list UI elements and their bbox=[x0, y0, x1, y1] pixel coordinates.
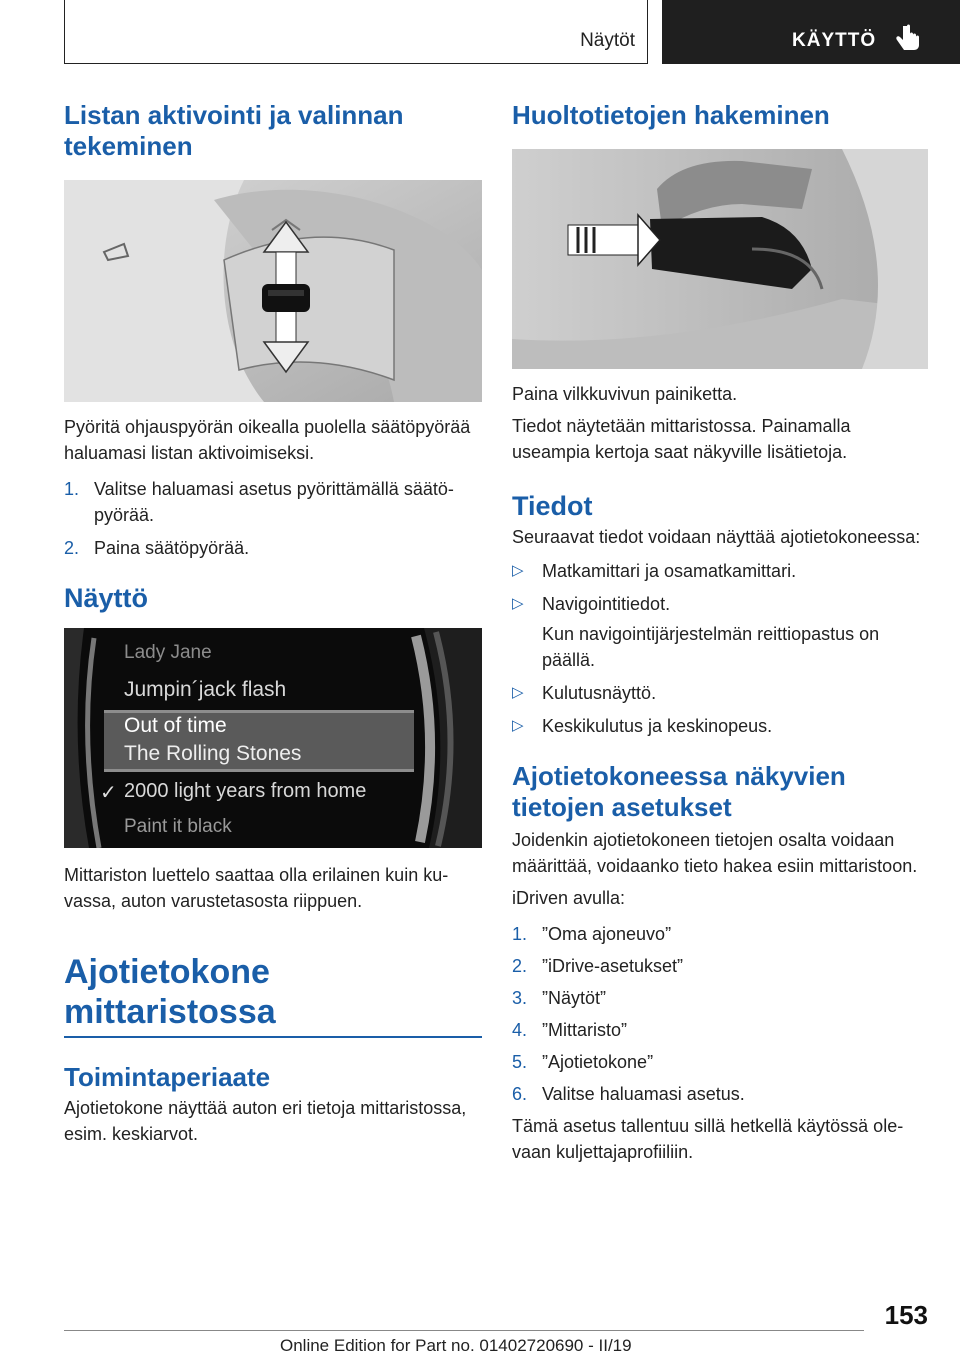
step-text: ”Ajotietokone” bbox=[542, 1052, 654, 1072]
step-number: 4. bbox=[512, 1020, 528, 1040]
step-text: ”iDrive-asetukset” bbox=[542, 956, 684, 976]
paragraph-rotate-thumbwheel: Pyöritä ohjauspyörän oikealla puolella säätöpyörää haluamasi listan aktivoimiseksi. bbox=[64, 417, 471, 463]
info-bullet-list bbox=[512, 558, 928, 617]
display-item: Jumpin´jack flash bbox=[124, 678, 287, 701]
hand-pointer-icon bbox=[894, 24, 920, 54]
header-chapter-tab bbox=[662, 0, 960, 64]
display-item-selected: Out of time bbox=[124, 714, 227, 737]
header-chapter-title: KÄYTTÖ bbox=[792, 30, 877, 51]
header-section-tab bbox=[64, 0, 648, 64]
paragraph-via-idrive: iDriven avulla: bbox=[512, 888, 626, 908]
list-item bbox=[512, 953, 928, 979]
heading-trip-computer-settings: Ajotietokoneessa näkyvien tietojen asetukset bbox=[512, 761, 846, 822]
list-item bbox=[512, 591, 928, 617]
list-item bbox=[512, 680, 928, 706]
steering-wheel-thumbwheel-illustration bbox=[64, 180, 482, 402]
info-bullet-list-2 bbox=[512, 680, 928, 739]
left-column bbox=[64, 100, 482, 1147]
step-number: 2. bbox=[64, 538, 80, 558]
list-item bbox=[512, 713, 928, 739]
triangle-bullet-icon: ▷ bbox=[512, 595, 524, 612]
display-item: Lady Jane bbox=[124, 642, 212, 663]
steps-list-left bbox=[64, 476, 482, 561]
step-text: Paina säätöpyörää. bbox=[94, 538, 250, 558]
header-section-title: Näytöt bbox=[580, 30, 635, 51]
heading-list-activation: Listan aktivointi ja valinnan tekeminen bbox=[64, 100, 404, 161]
paragraph-profile-note: Tämä asetus tallentuu sillä hetkellä käytössä olevaan kuljettajaprofiiliin. bbox=[512, 1116, 904, 1162]
list-item bbox=[512, 1017, 928, 1043]
step-number: 6. bbox=[512, 1084, 528, 1104]
bullet-text: Kulutusnäyttö. bbox=[542, 683, 657, 703]
paragraph-display-note: Mittariston luettelo saattaa olla erilainen kuin kuvassa, auton varustetasosta riippuen. bbox=[64, 865, 449, 911]
bullet-text: Matkamittari ja osamatkamittari. bbox=[542, 561, 797, 581]
heading-underline bbox=[64, 1036, 482, 1038]
list-item bbox=[512, 921, 928, 947]
right-column bbox=[512, 100, 928, 1165]
bullet-text: Navigointitiedot. bbox=[542, 594, 671, 614]
list-item bbox=[64, 476, 482, 528]
triangle-bullet-icon: ▷ bbox=[512, 717, 524, 734]
list-item bbox=[512, 1081, 928, 1107]
heading-service-info: Huoltotietojen hakeminen bbox=[512, 100, 830, 130]
bullet-text: Keskikulutus ja keskinopeus. bbox=[542, 716, 773, 736]
step-number: 3. bbox=[512, 988, 528, 1008]
heading-trip-computer: Ajotietokone mittaristossa bbox=[64, 953, 276, 1031]
paragraph-navigation-note: Kun navigointijärjestelmän reittiopastus on päällä. bbox=[542, 624, 880, 670]
triangle-bullet-icon: ▷ bbox=[512, 684, 524, 701]
footer-edition-text: Online Edition for Part no. 01402720690 - II/19 bbox=[280, 1336, 632, 1355]
paragraph-settings-intro: Joidenkin ajotietokoneen tietojen osalta voidaan määrittää, voidaanko tieto hakea esiin mittaristoon. bbox=[512, 830, 918, 876]
footer-divider bbox=[64, 1330, 864, 1331]
paragraph-info-shown: Tiedot näytetään mittaristossa. Painamalla useampia kertoja saat näkyville lisätietoja. bbox=[512, 416, 851, 462]
instrument-display-illustration bbox=[64, 628, 482, 848]
list-item bbox=[512, 558, 928, 584]
display-item-selected-artist: The Rolling Stones bbox=[124, 742, 302, 765]
display-item: Paint it black bbox=[124, 816, 232, 837]
triangle-bullet-icon: ▷ bbox=[512, 562, 524, 579]
paragraph-principle: Ajotietokone näyttää auton eri tietoja mittaristossa, esim. keskiarvot. bbox=[64, 1098, 467, 1144]
step-text: Valitse haluamasi asetus pyörittämällä säätöpyörää. bbox=[94, 479, 454, 525]
heading-info: Tiedot bbox=[512, 491, 593, 521]
paragraph-info-intro: Seuraavat tiedot voidaan näyttää ajotietokoneessa: bbox=[512, 527, 921, 547]
step-text: ”Oma ajoneuvo” bbox=[542, 924, 672, 944]
step-text: ”Mittaristo” bbox=[542, 1020, 627, 1040]
checkmark-icon: ✓ bbox=[100, 782, 117, 804]
step-number: 2. bbox=[512, 956, 528, 976]
step-text: ”Näytöt” bbox=[542, 988, 607, 1008]
step-text: Valitse haluamasi asetus. bbox=[542, 1084, 745, 1104]
steps-list-right bbox=[512, 921, 928, 1107]
heading-display: Näyttö bbox=[64, 583, 149, 613]
list-item bbox=[512, 1049, 928, 1075]
page-number: 153 bbox=[884, 1300, 928, 1330]
display-item: 2000 light years from home bbox=[124, 780, 367, 802]
paragraph-press-button: Paina vilkkuvivun painiketta. bbox=[512, 384, 738, 404]
step-number: 1. bbox=[64, 479, 80, 499]
list-item bbox=[64, 535, 482, 561]
list-item bbox=[512, 985, 928, 1011]
step-number: 1. bbox=[512, 924, 528, 944]
step-number: 5. bbox=[512, 1052, 528, 1072]
heading-principle: Toimintaperiaate bbox=[64, 1062, 271, 1092]
turn-signal-lever-illustration bbox=[512, 149, 928, 369]
